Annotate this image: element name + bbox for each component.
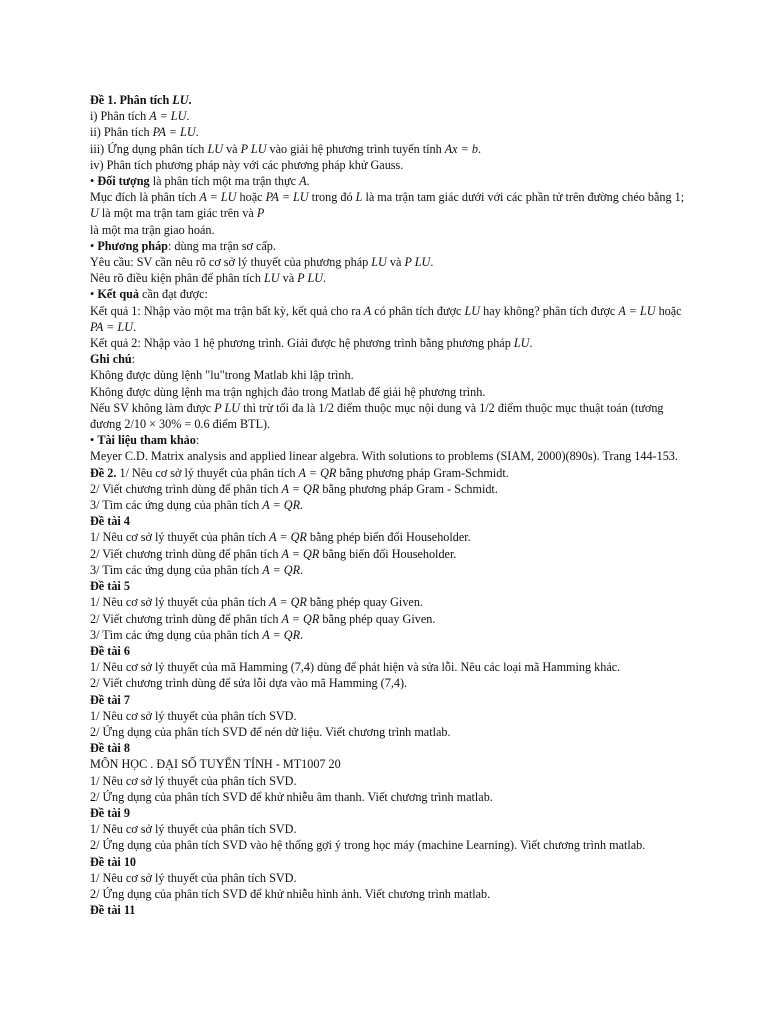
text-line xyxy=(90,692,690,708)
text-segment: . xyxy=(186,109,190,124)
text-segment: cần đạt được: xyxy=(138,287,208,302)
text-segment: Không được dùng lệnh "lu"trong Matlab khi lập trình. xyxy=(90,368,354,383)
text-line xyxy=(90,124,690,140)
text-line xyxy=(90,254,690,270)
text-line xyxy=(90,724,690,740)
text-segment: : dùng ma trận sơ cấp. xyxy=(167,238,276,253)
text-segment: Đề tài 11 xyxy=(90,903,136,918)
text-segment: Phương pháp xyxy=(97,238,168,253)
text-segment: A = QR xyxy=(269,595,307,610)
text-segment: LU xyxy=(263,271,280,286)
text-segment: 3/ Tìm các ứng dụng của phân tích xyxy=(90,498,263,513)
text-segment: trong đó xyxy=(308,190,356,205)
text-segment: Kết quả xyxy=(97,287,139,302)
text-segment: LU xyxy=(513,336,530,351)
text-segment: A = LU xyxy=(149,109,187,124)
text-segment: bằng phép biến đổi Householder. xyxy=(306,530,471,545)
text-line xyxy=(90,789,690,805)
text-segment: . xyxy=(300,627,304,642)
text-line xyxy=(90,303,690,335)
text-segment: Đề 2. xyxy=(90,465,117,480)
text-segment: . xyxy=(300,562,304,577)
text-segment: bằng phương pháp Gram - Schmidt. xyxy=(319,481,498,496)
text-segment: hay không? phân tích được xyxy=(480,303,619,318)
text-segment: LU xyxy=(464,303,481,318)
text-line xyxy=(90,141,690,157)
text-line xyxy=(90,886,690,902)
text-line xyxy=(90,157,690,173)
text-segment: P LU xyxy=(297,271,324,286)
text-segment: iii) Ứng dụng phân tích xyxy=(90,141,208,156)
text-segment: L xyxy=(355,190,363,205)
text-segment: và xyxy=(386,255,405,270)
text-line xyxy=(90,448,690,464)
text-segment: 1/ Nêu cơ sở lý thuyết của phân tích SVD. xyxy=(90,822,297,837)
text-segment: PA = LU xyxy=(152,125,196,140)
text-line xyxy=(90,335,690,351)
text-segment: A = QR xyxy=(269,530,307,545)
text-segment: . xyxy=(188,93,192,107)
text-segment: A xyxy=(299,174,307,189)
text-segment: có phân tích được xyxy=(371,303,465,318)
text-line xyxy=(90,562,690,578)
text-segment: Mục đích là phân tích xyxy=(90,190,200,205)
text-segment: 1/ Nêu cơ sở lý thuyết của phân tích xyxy=(90,530,270,545)
text-segment: . xyxy=(195,125,199,140)
text-line xyxy=(90,805,690,821)
text-segment: : xyxy=(195,433,200,448)
text-segment: P LU xyxy=(214,400,241,415)
text-segment: U xyxy=(90,206,99,221)
text-line xyxy=(90,821,690,837)
text-segment: là phân tích một ma trận thực xyxy=(149,174,300,189)
text-segment: . xyxy=(478,141,482,156)
text-line xyxy=(90,902,690,918)
text-segment: 1/ Nêu cơ sở lý thuyết của phân tích xyxy=(90,595,270,610)
text-line xyxy=(90,627,690,643)
text-segment: • xyxy=(90,433,98,448)
text-segment: 1/ Nêu cơ sở lý thuyết của phân tích SVD. xyxy=(90,708,297,723)
text-segment: Đề tài 5 xyxy=(90,579,130,594)
text-segment: Đề tài 7 xyxy=(90,692,130,707)
text-line xyxy=(90,546,690,562)
text-segment: 2/ Ứng dụng của phân tích SVD để nén dữ liệu. Viết chương trình matlab. xyxy=(90,724,451,739)
text-segment: A = QR xyxy=(281,611,320,626)
text-segment: Ax = b xyxy=(444,141,479,156)
text-segment: LU xyxy=(371,255,387,270)
text-segment: . xyxy=(133,319,137,334)
text-line xyxy=(90,465,690,481)
text-segment: Đề tài 4 xyxy=(90,514,130,529)
text-segment: là một ma trận tam giác trên và xyxy=(98,206,257,221)
text-line xyxy=(90,529,690,545)
text-segment: A = QR xyxy=(281,546,320,561)
text-segment: Ghi chú xyxy=(90,352,132,367)
text-line xyxy=(90,773,690,789)
text-segment: Đề tài 9 xyxy=(90,805,130,820)
text-line xyxy=(90,238,690,254)
text-segment: 1/ Nêu cơ sở lý thuyết của phân tích xyxy=(116,465,299,480)
text-segment: 2/ Ứng dụng của phân tích SVD để khử nhiễu âm thanh. Viết chương trình matlab. xyxy=(90,789,493,804)
text-segment: . xyxy=(529,336,533,351)
text-segment: là ma trận tam giác dưới với các phần tử trên đường chéo bằng 1; xyxy=(362,190,685,205)
text-line xyxy=(90,611,690,627)
text-segment: P LU xyxy=(404,255,431,270)
text-segment: và xyxy=(279,271,298,286)
text-line xyxy=(90,481,690,497)
text-segment: Đề tài 6 xyxy=(90,643,130,658)
text-segment: Không được dùng lệnh ma trận nghịch đảo trong Matlab để giải hệ phương trình. xyxy=(90,384,486,399)
text-segment: bằng biến đổi Householder. xyxy=(319,546,457,561)
text-segment: hoặc xyxy=(655,303,682,318)
text-segment: bằng phép quay Given. xyxy=(306,595,423,610)
text-segment: A xyxy=(363,303,372,318)
text-segment: A = QR xyxy=(262,498,301,513)
text-line xyxy=(90,400,690,432)
text-segment: Nêu rõ điều kiện phân để phân tích xyxy=(90,271,264,286)
text-line xyxy=(90,643,690,659)
text-segment: 2/ Viết chương trình dùng để sửa lỗi dựa vào mã Hamming (7,4). xyxy=(90,676,408,691)
text-line xyxy=(90,659,690,675)
text-line xyxy=(90,675,690,691)
text-segment: i) Phân tích xyxy=(90,109,150,124)
document-body xyxy=(90,92,690,918)
text-line xyxy=(90,92,690,108)
text-segment: A = QR xyxy=(262,562,301,577)
text-segment: A = LU xyxy=(618,303,656,318)
text-line xyxy=(90,756,690,772)
text-line xyxy=(90,108,690,124)
text-line xyxy=(90,513,690,529)
text-line xyxy=(90,222,690,238)
text-segment: Nếu SV không làm được xyxy=(90,400,215,415)
text-segment: • xyxy=(90,238,98,253)
text-segment: ii) Phân tích xyxy=(90,125,153,140)
text-segment: 2/ Viết chương trình dùng để phân tích xyxy=(90,611,282,626)
text-segment: • xyxy=(90,287,98,302)
text-segment: A = QR xyxy=(281,481,320,496)
text-line xyxy=(90,286,690,302)
text-line xyxy=(90,384,690,400)
text-line xyxy=(90,708,690,724)
text-segment: PA = LU xyxy=(265,190,309,205)
text-segment: Đề tài 10 xyxy=(90,854,137,869)
text-segment: A = QR xyxy=(298,465,337,480)
text-segment: 2/ Ứng dụng của phân tích SVD để khử nhiễu hình ảnh. Viết chương trình matlab. xyxy=(90,886,491,901)
text-segment: 2/ Viết chương trình dùng để phân tích xyxy=(90,481,282,496)
text-segment: và xyxy=(223,141,241,156)
text-segment: : xyxy=(131,352,136,367)
text-segment: hoặc xyxy=(236,190,266,205)
text-line xyxy=(90,351,690,367)
text-segment: 3/ Tìm các ứng dụng của phân tích xyxy=(90,562,263,577)
text-line xyxy=(90,270,690,286)
text-segment: A = LU xyxy=(199,190,237,205)
text-segment: . xyxy=(300,498,304,513)
text-segment: Kết quả 2: Nhập vào 1 hệ phương trình. Giải được hệ phương trình bằng phương pháp xyxy=(90,336,514,351)
text-line xyxy=(90,578,690,594)
text-line xyxy=(90,740,690,756)
text-segment: Đối tượng xyxy=(97,174,150,189)
text-segment: P xyxy=(256,206,265,221)
text-line xyxy=(90,367,690,383)
text-segment: • xyxy=(90,174,98,189)
text-line xyxy=(90,189,690,221)
text-segment: 2/ Viết chương trình dùng để phân tích xyxy=(90,546,282,561)
text-segment: là một ma trận giao hoán. xyxy=(90,222,215,237)
text-segment: bằng phương pháp Gram-Schmidt. xyxy=(336,465,509,480)
text-segment: Đề tài 8 xyxy=(90,741,130,756)
text-segment: 1/ Nêu cơ sở lý thuyết của phân tích SVD. xyxy=(90,773,297,788)
text-line xyxy=(90,432,690,448)
text-segment: . xyxy=(430,255,434,270)
text-segment: A = QR xyxy=(262,627,301,642)
text-line xyxy=(90,594,690,610)
text-segment: LU xyxy=(207,141,224,156)
text-segment: thì trừ tối đa là 1/2 điểm thuộc mục nội dung và 1/2 điểm thuộc mục thuật toán (tương đương 2/10 × 30% = 0.6 điểm BTL). xyxy=(90,400,664,432)
text-segment: 3/ Tìm các ứng dụng của phân tích xyxy=(90,627,263,642)
text-segment: Meyer C.D. Matrix analysis and applied linear algebra. With solutions to problems (SIAM, 2000)(890s). Trang 144-153. xyxy=(90,449,678,464)
text-segment: iv) Phân tích phương pháp này với các phương pháp khử Gauss. xyxy=(90,157,404,172)
text-line xyxy=(90,837,690,853)
text-line xyxy=(90,870,690,886)
text-segment: 1/ Nêu cơ sở lý thuyết của mã Hamming (7,4) dùng để phát hiện và sửa lỗi. Nêu các loại mã Hamming khác. xyxy=(90,660,621,675)
text-segment: P LU xyxy=(240,141,267,156)
text-segment: LU xyxy=(172,93,189,107)
text-segment: . xyxy=(323,271,327,286)
text-segment: 1/ Nêu cơ sở lý thuyết của phân tích SVD. xyxy=(90,870,297,885)
text-segment: MÔN HỌC . ĐẠI SỐ TUYẾN TÍNH - MT1007 20 xyxy=(90,757,341,772)
text-line xyxy=(90,173,690,189)
text-segment: PA = LU xyxy=(90,319,133,334)
text-segment: . xyxy=(306,174,310,189)
text-line xyxy=(90,854,690,870)
text-segment: vào giải hệ phương trình tuyến tính xyxy=(266,141,445,156)
text-segment: Kết quả 1: Nhập vào một ma trận bất kỳ, kết quả cho ra xyxy=(90,303,364,318)
text-line xyxy=(90,497,690,513)
text-segment: Yêu cầu: SV cần nêu rõ cơ sở lý thuyết của phương pháp xyxy=(90,255,372,270)
text-segment: Tài liệu tham khảo xyxy=(97,433,196,448)
text-segment: Đề 1. Phân tích xyxy=(90,93,173,107)
text-segment: bằng phép quay Given. xyxy=(319,611,436,626)
text-segment: 2/ Ứng dụng của phân tích SVD vào hệ thống gợi ý trong học máy (machine Learning). Viết chương trình matlab. xyxy=(90,838,646,853)
